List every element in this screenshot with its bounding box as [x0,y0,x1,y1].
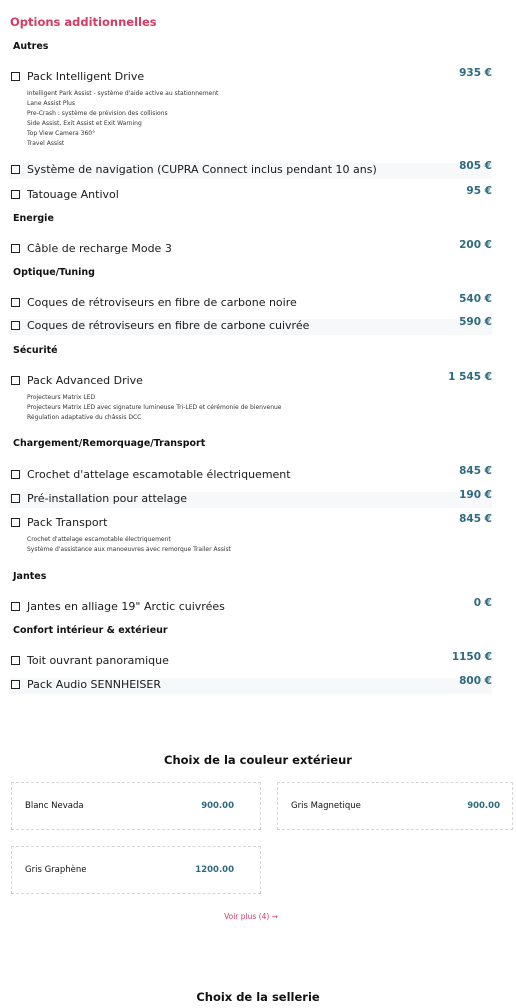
option-details: Projecteurs Matrix LED Projecteurs Matrix LED avec signature lumineuse Tri-LED et cérémonie de bienvenue Régulation adaptative du châssis DCC [27,394,282,421]
option-details: Intelligent Park Assist - système d'aide active au stationnement Lane Assist Plus Pre-Crash : système de prévision des collisions Side Assist, Exit Assist et Exit Warning Top View Camera 360° Travel Assist [27,90,219,147]
option-label: Système de navigation (CUPRA Connect inclus pendant 10 ans) [27,163,377,176]
option-crochet-attelage[interactable] [9,465,492,484]
option-toit-ouvrant[interactable] [9,651,492,670]
category-energie: Energie [13,213,54,224]
option-price: 845 € [459,465,492,477]
option-price: 805 € [459,160,492,172]
option-label: Toit ouvrant panoramique [27,654,169,667]
option-pack-audio[interactable] [9,675,492,694]
checkbox[interactable] [11,376,20,385]
option-price: 200 € [459,239,492,251]
color-card-blanc-nevada[interactable] [11,782,261,830]
checkbox[interactable] [11,321,20,330]
option-price: 0 € [473,597,492,609]
couleur-section-title: Choix de la couleur extérieur [164,753,352,767]
color-card-gris-magnetique[interactable] [277,782,513,830]
option-preinstallation-attelage[interactable] [9,489,492,508]
checkbox[interactable] [11,518,20,527]
color-name: Gris Magnetique [291,801,361,811]
checkbox[interactable] [11,602,20,611]
option-pack-intelligent-drive[interactable] [9,67,492,150]
option-label: Pré-installation pour attelage [27,492,188,505]
option-price: 1150 € [451,651,492,663]
checkbox[interactable] [11,656,20,665]
checkbox[interactable] [11,680,20,689]
option-price: 540 € [459,293,492,305]
sellerie-section-title: Choix de la sellerie [196,990,320,1004]
checkbox[interactable] [11,298,20,307]
option-label: Tatouage Antivol [27,188,119,201]
color-card-gris-graphene[interactable] [11,846,261,894]
option-label: Pack Intelligent Drive [27,70,145,83]
checkbox[interactable] [11,165,20,174]
category-chargement: Chargement/Remorquage/Transport [13,438,206,449]
option-label: Câble de recharge Mode 3 [27,242,172,255]
option-cable-recharge[interactable] [9,239,492,258]
category-securite: Sécurité [13,345,58,356]
option-label: Coques de rétroviseurs en fibre de carbone cuivrée [27,319,310,332]
option-coques-noire[interactable] [9,293,492,312]
color-price: 900.00 [467,801,500,811]
category-autres: Autres [13,41,49,52]
option-price: 190 € [459,489,492,501]
option-label: Jantes en alliage 19" Arctic cuivrées [27,600,225,613]
checkbox[interactable] [11,494,20,503]
category-confort: Confort intérieur & extérieur [13,625,168,636]
option-details: Crochet d'attelage escamotable électriquement Système d'assistance aux manoeuvres avec remorque Trailer Assist [27,536,231,553]
checkbox[interactable] [11,190,20,199]
color-name: Gris Graphène [25,865,87,875]
option-label: Pack Advanced Drive [27,374,143,387]
option-price: 800 € [459,675,492,687]
option-price: 1 545 € [448,371,492,383]
category-jantes: Jantes [13,571,47,582]
color-name: Blanc Nevada [25,801,84,811]
option-jantes-19[interactable] [9,597,492,616]
checkbox[interactable] [11,244,20,253]
option-label: Coques de rétroviseurs en fibre de carbone noire [27,296,297,309]
option-label: Pack Audio SENNHEISER [27,678,161,691]
category-optique: Optique/Tuning [13,267,95,278]
option-label: Crochet d'attelage escamotable électriquement [27,468,291,481]
option-systeme-navigation[interactable] [9,160,492,179]
color-price: 1200.00 [195,865,234,875]
options-title: Options additionnelles [10,15,157,29]
option-pack-advanced-drive[interactable] [9,371,492,424]
checkbox[interactable] [11,72,20,81]
option-coques-cuivree[interactable] [9,316,492,335]
option-price: 935 € [459,67,492,79]
checkbox[interactable] [11,470,20,479]
option-price: 845 € [459,513,492,525]
option-price: 590 € [459,316,492,328]
option-label: Pack Transport [27,516,108,529]
option-tatouage-antivol[interactable] [9,185,492,204]
option-pack-transport[interactable] [9,513,492,556]
option-price: 95 € [466,185,492,197]
voir-plus-link[interactable]: Voir plus (4) → [224,912,278,921]
color-price: 900.00 [201,801,234,811]
